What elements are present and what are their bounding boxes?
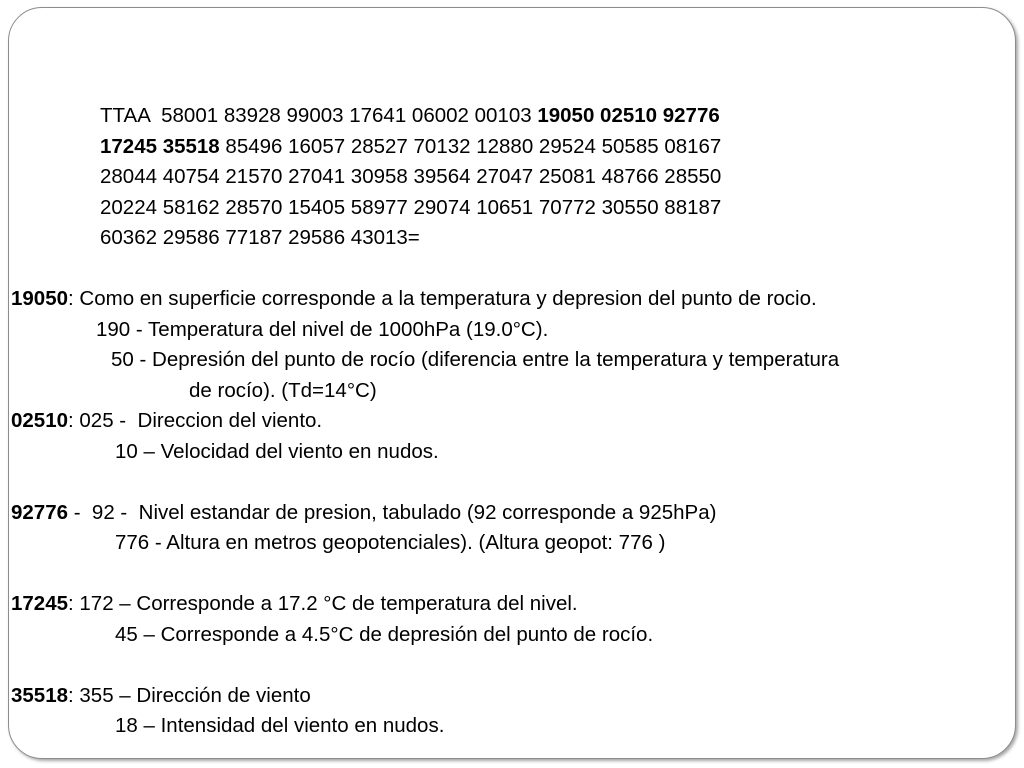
group-code: 19050 — [11, 287, 69, 310]
group-description: : 025 - Direccion del viento. — [68, 409, 323, 432]
ttaa-message-line-1 — [11, 101, 1021, 132]
spacer — [11, 467, 1021, 498]
slide-content — [11, 101, 1021, 742]
group-code: 17245 — [11, 592, 69, 615]
spacer — [11, 650, 1021, 681]
ttaa-message-line-5: 60362 29586 77187 29586 43013= — [100, 226, 420, 249]
ttaa-highlighted-groups: 17245 35518 — [100, 134, 220, 158]
group-description: : 172 – Corresponde a 17.2 °C de temperatura del nivel. — [68, 592, 578, 615]
group-description: - 92 - Nivel estandar de presion, tabulado (92 corresponde a 925hPa) — [68, 500, 717, 524]
group-description: : 355 – Dirección de viento — [68, 683, 311, 707]
group-code: 35518 — [11, 683, 69, 707]
group-description: : Como en superficie corresponde a la temperatura y depresion del punto de rocio. — [68, 287, 817, 310]
group-code: 02510 — [11, 409, 69, 432]
group-19050-detail-1: 190 - Temperatura del nivel de 1000hPa (19.0°C). — [96, 317, 549, 341]
group-19050-detail-2-continued: de rocío). (Td=14°C) — [189, 378, 377, 402]
ttaa-message-line-2 — [11, 132, 1021, 163]
group-02510-detail-1: 10 – Velocidad del viento en nudos. — [115, 439, 439, 463]
group-code: 92776 — [11, 500, 69, 524]
ttaa-highlighted-groups: 19050 02510 92776 — [537, 104, 720, 127]
group-02510-heading — [11, 406, 1021, 437]
ttaa-message-line-3: 28044 40754 21570 27041 30958 39564 27047 25081 48766 28550 — [100, 165, 722, 188]
group-17245-heading — [11, 589, 1021, 620]
group-92776-heading — [11, 498, 1021, 529]
ttaa-message-text: 85496 16057 28527 70132 12880 29524 50585 08167 — [219, 134, 722, 158]
spacer — [11, 254, 1021, 285]
spacer — [11, 559, 1021, 590]
ttaa-message-line-4: 20224 58162 28570 15405 58977 29074 10651 70772 30550 88187 — [100, 195, 722, 219]
group-17245-detail-1: 45 – Corresponde a 4.5°C de depresión del punto de rocío. — [115, 622, 654, 646]
group-35518-detail-1: 18 – Intensidad del viento en nudos. — [115, 714, 445, 737]
group-19050-detail-2: 50 - Depresión del punto de rocío (diferencia entre la temperatura y temperatura — [111, 348, 840, 371]
group-19050-heading — [11, 284, 1021, 315]
group-35518-heading — [11, 681, 1021, 712]
ttaa-message-text: TTAA 58001 83928 99003 17641 06002 00103 — [100, 104, 538, 127]
group-92776-detail-1: 776 - Altura en metros geopotenciales). (Altura geopot: 776 ) — [115, 531, 666, 554]
